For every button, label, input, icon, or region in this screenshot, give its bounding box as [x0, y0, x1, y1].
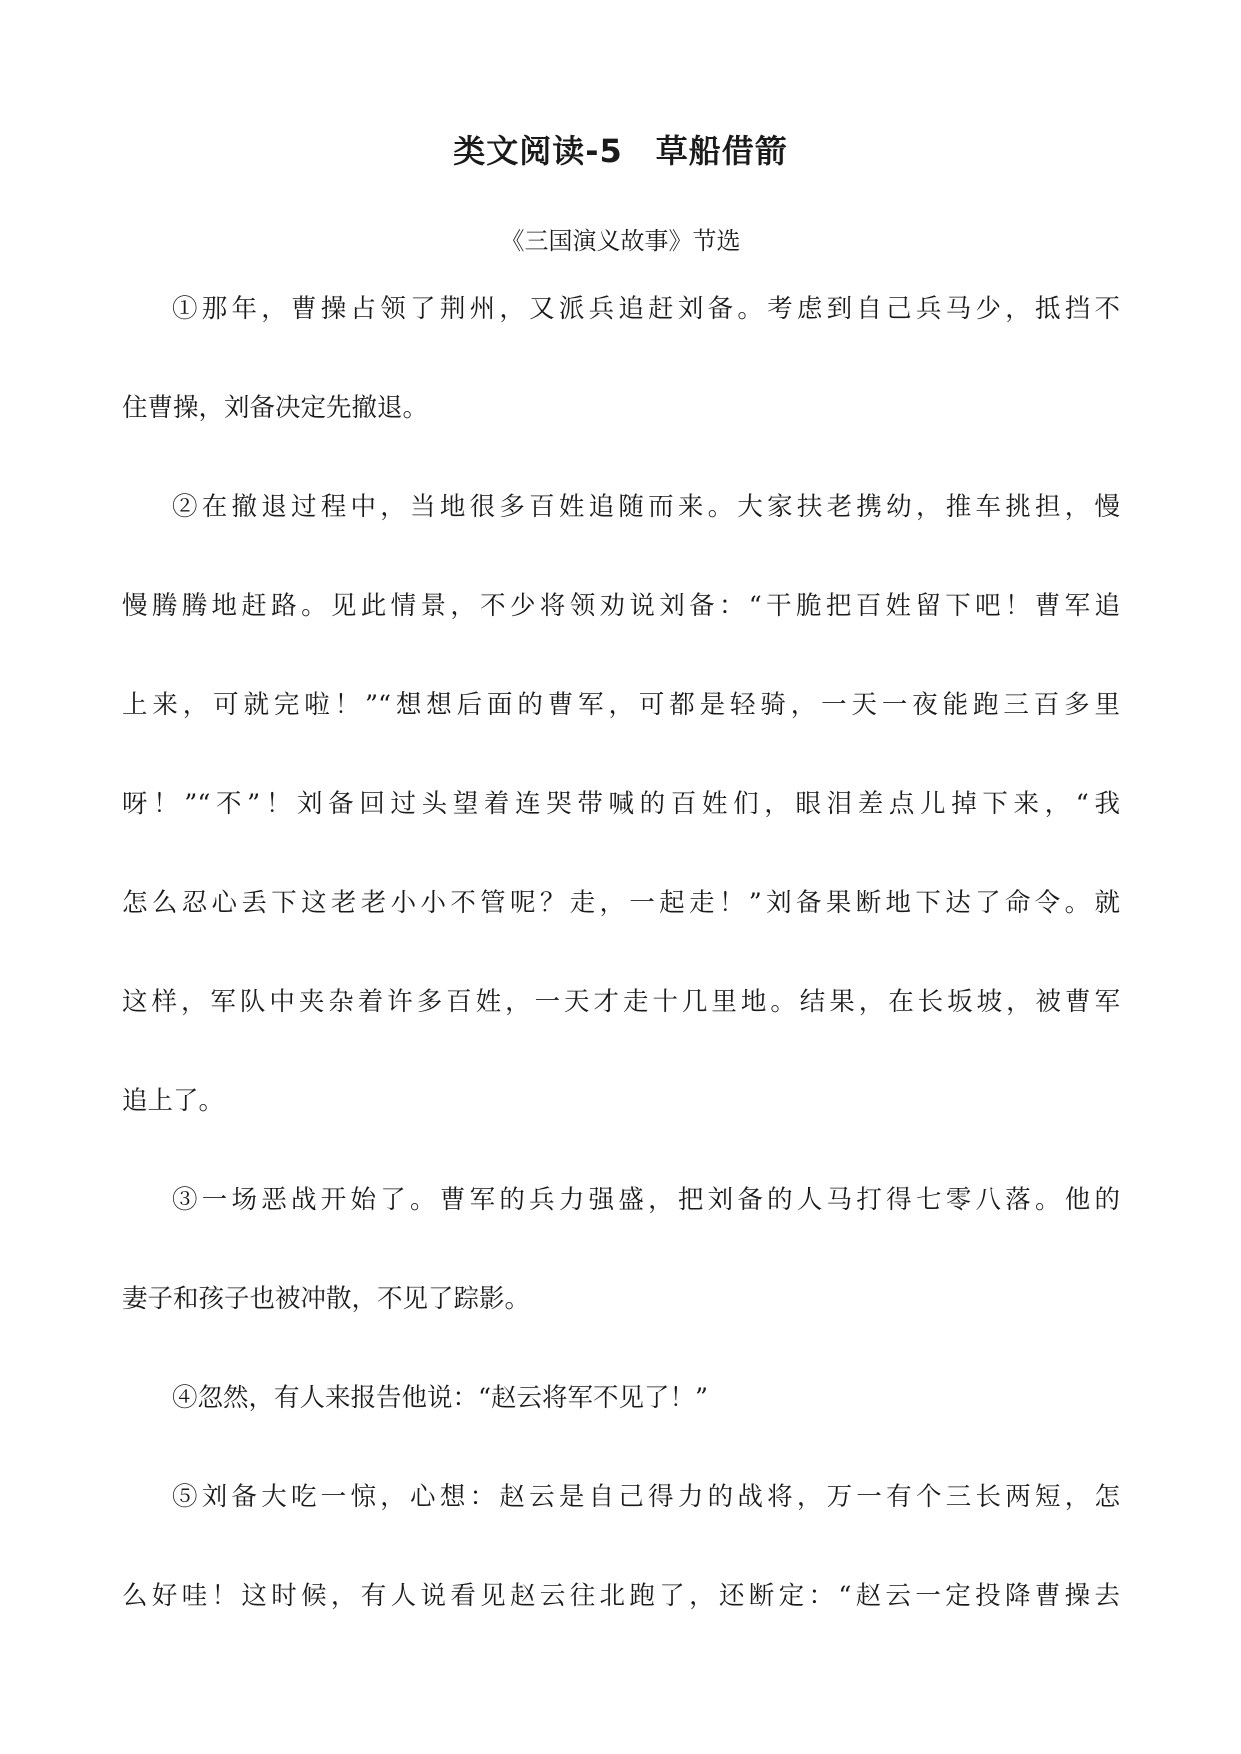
text-line: 么好哇！这时候，有人说看见赵云往北跑了，还断定：“赵云一定投降曹操去 — [122, 1581, 1120, 1611]
text-line: ④忽然，有人来报告他说：“赵云将军不见了！” — [172, 1383, 709, 1413]
text-line: ⑤刘备大吃一惊，心想：赵云是自己得力的战将，万一有个三长两短，怎 — [172, 1482, 1120, 1512]
document-title: 类文阅读-5 草船借箭 — [453, 132, 788, 170]
paragraph-4 — [122, 1349, 1120, 1448]
document-subtitle: 《三国演义故事》节选 — [500, 227, 741, 255]
text-line: ③一场恶战开始了。曹军的兵力强盛，把刘备的人马打得七零八落。他的 — [172, 1185, 1120, 1215]
paragraph-2 — [122, 458, 1120, 1151]
text-line: 住曹操，刘备决定先撤退。 — [122, 393, 429, 423]
text-line: ①那年，曹操占领了荆州，又派兵追赶刘备。考虑到自己兵马少，抵挡不 — [172, 294, 1120, 324]
text-line: 慢腾腾地赶路。见此情景，不少将领劝说刘备：“干脆把百姓留下吧！曹军追 — [122, 591, 1120, 621]
paragraph-3 — [122, 1151, 1120, 1349]
text-line: 追上了。 — [122, 1086, 225, 1116]
paragraph-1 — [122, 260, 1120, 458]
document-body — [122, 260, 1120, 1646]
text-line: 呀！”“不”！刘备回过头望着连哭带喊的百姓们，眼泪差点儿掉下来，“我 — [122, 789, 1120, 819]
text-line: 上来，可就完啦！”“想想后面的曹军，可都是轻骑，一天一夜能跑三百多里 — [122, 690, 1120, 720]
text-line: 这样，军队中夹杂着许多百姓，一天才走十几里地。结果，在长坂坡，被曹军 — [122, 987, 1120, 1017]
text-line: 妻子和孩子也被冲散，不见了踪影。 — [122, 1284, 531, 1314]
paragraph-5 — [122, 1448, 1120, 1646]
text-line: ②在撤退过程中，当地很多百姓追随而来。大家扶老携幼，推车挑担，慢 — [172, 492, 1120, 522]
text-line: 怎么忍心丢下这老老小小不管呢？走，一起走！”刘备果断地下达了命令。就 — [122, 888, 1120, 918]
